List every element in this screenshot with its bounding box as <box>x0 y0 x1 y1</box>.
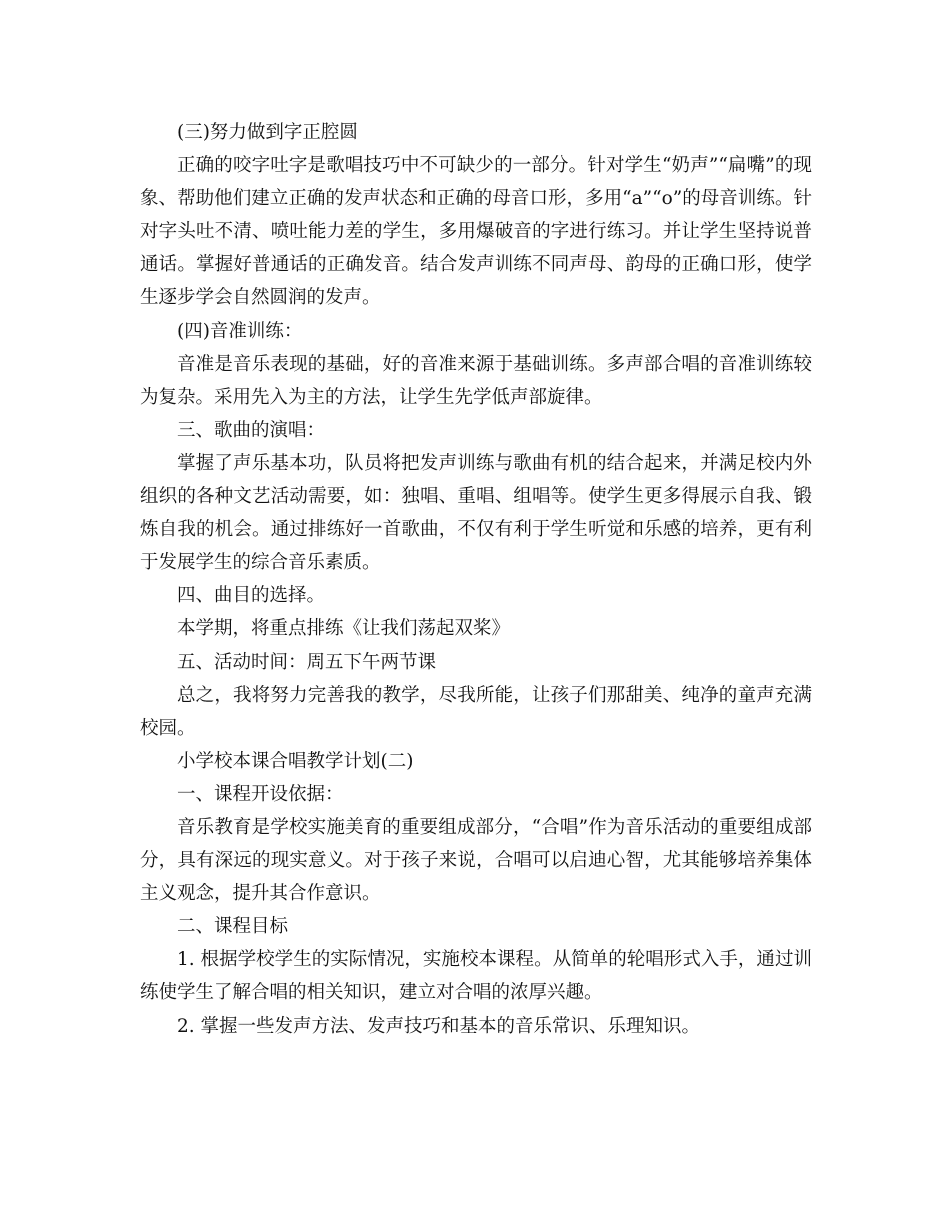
list-item: 2. 掌握一些发声方法、发声技巧和基本的音乐常识、乐理知识。 <box>177 1015 701 1037</box>
document-body <box>140 116 812 1043</box>
paragraph-heading-4: (四)音准训练： <box>177 320 303 342</box>
paragraph: 本学期，将重点排练《让我们荡起双桨》 <box>177 618 511 640</box>
section-heading-song-performance: 三、歌曲的演唱： <box>177 419 326 441</box>
paragraph-heading-3: (三)努力做到字正腔圆 <box>177 122 358 143</box>
paragraph: 正确的咬字吐字是歌唱技巧中不可缺少的一部分。针对学生“奶声”“扁嘴”的现象、帮助他们建立正确的发声状态和正确的母音口形，多用“a”“o”的母音训练。针对字头吐不清、喷吐能力差的学生，多用爆破音的字进行练习。并让学生坚持说普通话。掌握好普通话的正确发音。结合发声训练不同声母、韵母的正确口形，使学生逐步学会自然圆润的发声。 <box>140 155 812 309</box>
document-subtitle: 小学校本课合唱教学计划(二) <box>177 750 414 772</box>
paragraph: 音准是音乐表现的基础，好的音准来源于基础训练。多声部合唱的音准训练较为复杂。采用先入为主的方法，让学生先学低声部旋律。 <box>140 353 812 408</box>
section-heading-course-basis: 一、课程开设依据： <box>177 783 344 805</box>
section-heading-activity-time: 五、活动时间：周五下午两节课 <box>177 651 437 673</box>
paragraph: 音乐教育是学校实施美育的重要组成部分，“合唱”作为音乐活动的重要组成部分，具有深远的现实意义。对于孩子来说，合唱可以启迪心智，尤其能够培养集体主义观念，提升其合作意识。 <box>140 816 812 905</box>
section-heading-course-goals: 二、课程目标 <box>177 916 289 938</box>
paragraph: 总之，我将努力完善我的教学，尽我所能，让孩子们那甜美、纯净的童声充满校园。 <box>140 684 812 739</box>
list-item: 1. 根据学校学生的实际情况，实施校本课程。从简单的轮唱形式入手，通过训练使学生了解合唱的相关知识，建立对合唱的浓厚兴趣。 <box>140 949 812 1004</box>
paragraph: 掌握了声乐基本功，队员将把发声训练与歌曲有机的结合起来，并满足校内外组织的各种文艺活动需要，如：独唱、重唱、组唱等。使学生更多得展示自我、锻炼自我的机会。通过排练好一首歌曲，不仅有利于学生听觉和乐感的培养，更有利于发展学生的综合音乐素质。 <box>140 452 812 574</box>
section-heading-song-selection: 四、曲目的选择。 <box>177 585 326 607</box>
